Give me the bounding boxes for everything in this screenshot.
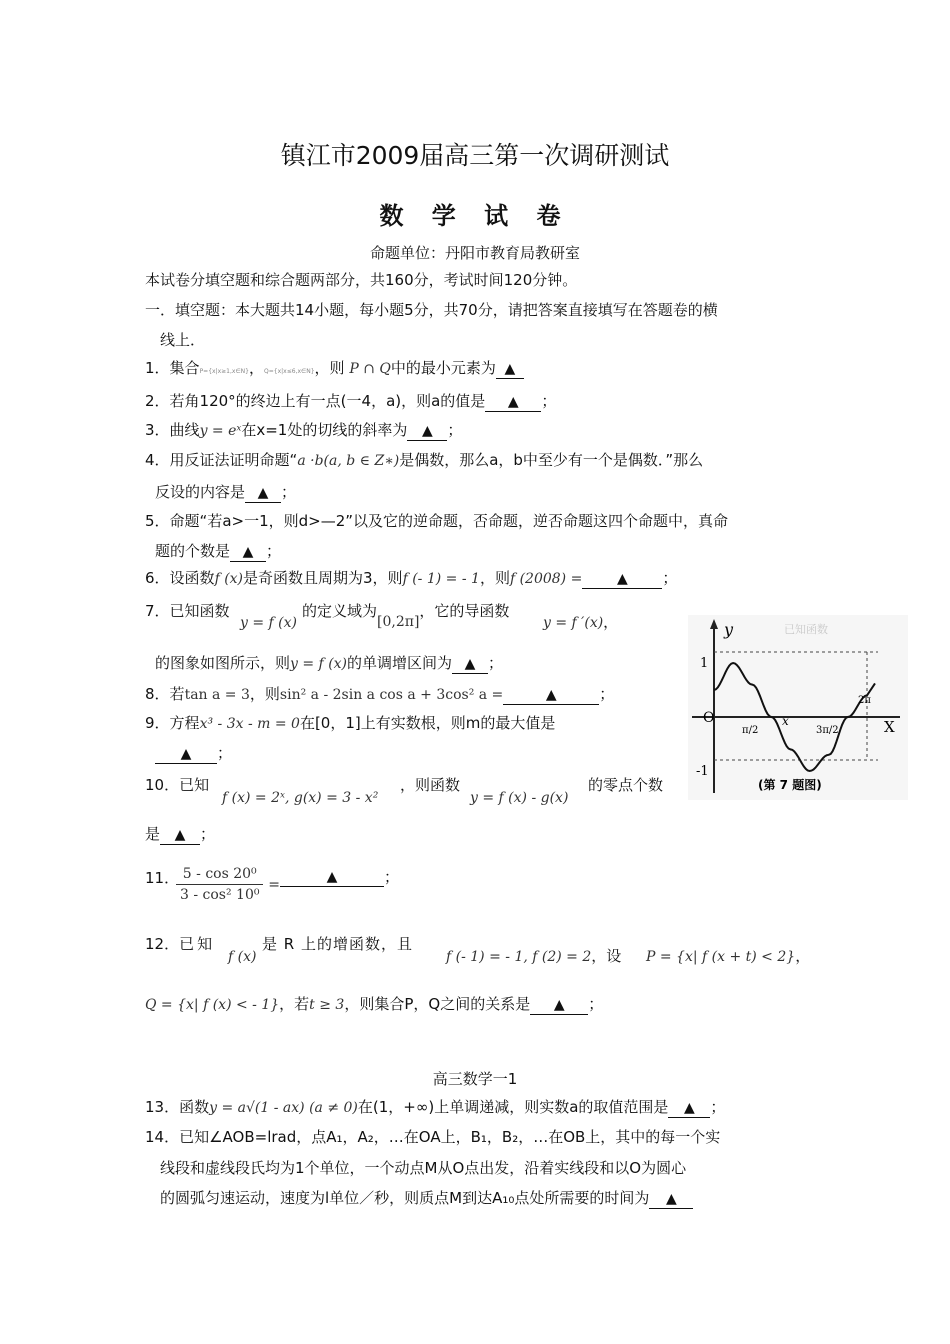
question-9-cont: ▲ ； bbox=[155, 743, 232, 764]
section-heading: 一．填空题：本大题共14小题，每小题5分，共70分，请把答案直接填写在答题卷的横 bbox=[145, 301, 718, 319]
tick-label-pi-half: π/2 bbox=[742, 725, 759, 736]
question-14-line2: 线段和虚线段氏均为1个单位，一个动点M从O点出发，沿着实线段和以O为圆心 bbox=[160, 1159, 687, 1177]
question-10-b: ，则函数 bbox=[400, 776, 461, 794]
intro-line: 本试卷分填空题和综合题两部分，共160分，考试时间120分钟。 bbox=[145, 271, 578, 289]
question-10: 10．已知 bbox=[145, 776, 210, 794]
x-axis-label: X bbox=[884, 718, 895, 736]
question-12-b: 是 R 上的增函数，且 bbox=[262, 935, 413, 953]
question-10-c: 的零点个数 bbox=[588, 776, 664, 794]
question-7-func: y = f (x) bbox=[240, 615, 297, 631]
question-11-fraction: $\frac{\text{5 - cos 20⁰}}{\text{3 - cos² 10⁰}}$ =▲ ； bbox=[176, 866, 399, 903]
answer-blank-3[interactable]: ▲ bbox=[407, 421, 447, 441]
figure-caption: (第 7 题图) bbox=[758, 778, 822, 792]
question-2: 2．若角120°的终边上有一点(一4，a)，则a的值是 ▲ ； bbox=[145, 392, 557, 410]
answer-blank-1[interactable]: ▲ bbox=[496, 359, 524, 379]
answer-blank-2[interactable]: ▲ bbox=[485, 392, 541, 412]
question-5-cont: 题的个数是 ▲ ； bbox=[155, 542, 282, 560]
figure-background bbox=[688, 615, 908, 800]
question-11: 11． bbox=[145, 869, 180, 887]
page-subtitle: 数 学 试 卷 bbox=[379, 202, 571, 230]
answer-blank-9[interactable]: ▲ bbox=[155, 744, 217, 764]
question-13: 13．函数y = a√(1 - ax) (a ≠ 0)在(1，+∞)上单调递减，则实数a的取值范围是 ▲ ； bbox=[145, 1098, 726, 1116]
author-line: 命题单位：丹阳市教育局教研室 bbox=[369, 244, 580, 262]
question-10-funcs: f (x) = 2ˣ, g(x) = 3 - x² bbox=[222, 790, 379, 806]
question-4: 4．用反证法证明命题“a ·b(a, b ∈ Z∗)是偶数，那么a，b中至少有一个是偶数．”那么 bbox=[145, 451, 704, 469]
question-12-f: f (x) bbox=[228, 949, 257, 965]
question-12: 12．已知 bbox=[145, 935, 216, 953]
question-5: 5．命题“若a>一1，则d>—2”以及它的逆命题，否命题，逆否命题这四个命题中，真命 bbox=[145, 512, 729, 530]
question-14-line3: 的圆弧匀速运动，速度为l单位／秒，则质点M到达A₁₀点处所需要的时间为 ▲ bbox=[160, 1188, 693, 1209]
answer-blank-14[interactable]: ▲ bbox=[649, 1189, 693, 1209]
question-7-domain: 的定义域为[0,2π]，它的导函数 bbox=[302, 602, 510, 630]
answer-blank-10[interactable]: ▲ bbox=[160, 825, 200, 845]
question-12-set-p: P = {x| f (x + t) < 2}， bbox=[646, 947, 811, 965]
page-footer: 高三数学一1 bbox=[432, 1070, 518, 1088]
question-7-derivative: y = f ′(x)， bbox=[543, 613, 619, 631]
question-3: 3．曲线y = eˣ在x=1处的切线的斜率为 ▲ ； bbox=[145, 421, 463, 439]
section-heading-cont: 线上． bbox=[160, 331, 206, 349]
answer-blank-5[interactable]: ▲ bbox=[230, 542, 266, 562]
tick-label-m1: -1 bbox=[696, 764, 709, 779]
set-p-expression: P={x|x≥1,x∈N} bbox=[199, 368, 249, 375]
y-axis-label: y bbox=[724, 620, 734, 639]
answer-blank-11[interactable]: ▲ bbox=[280, 867, 384, 887]
faded-figure-text: 已知函数 bbox=[784, 624, 828, 636]
tick-label-1: 1 bbox=[700, 656, 709, 671]
intersection-expression: P ∩ Q bbox=[349, 361, 391, 377]
question-10-cont: 是 ▲ ； bbox=[145, 825, 216, 843]
page-title: 镇江市2009届高三第一次调研测试 bbox=[280, 141, 670, 170]
origin-label: O bbox=[703, 710, 715, 726]
set-q-expression: Q={x|x≤6,x∈N} bbox=[264, 368, 315, 375]
answer-blank-12[interactable]: ▲ bbox=[530, 995, 588, 1015]
question-12-values: f (- 1) = - 1, f (2) = 2，设 bbox=[446, 947, 622, 965]
fraction: $\frac{\text{5 - cos 20⁰}}{\text{3 - cos² 10⁰}}$ bbox=[176, 866, 263, 903]
question-8: 8．若tan a = 3，则sin² a - 2sin a cos a + 3cos² a = ▲ ； bbox=[145, 685, 615, 703]
tick-label-three-pi-half: 3π/2 bbox=[816, 725, 839, 736]
answer-blank-13[interactable]: ▲ bbox=[668, 1098, 710, 1118]
tick-label-x: x bbox=[782, 714, 789, 728]
question-4-cont: 反设的内容是 ▲ ； bbox=[155, 483, 297, 501]
question-7: 7．已知函数 bbox=[145, 602, 230, 620]
answer-blank-8[interactable]: ▲ bbox=[503, 685, 599, 705]
question-9: 9．方程x³ - 3x - m = 0在[0，1]上有实数根，则m的最大值是 bbox=[145, 714, 556, 732]
derivative-graph-figure bbox=[688, 615, 908, 800]
question-10-diff: y = f (x) - g(x) bbox=[470, 790, 569, 806]
question-1: 1．集合P={x|x≥1,x∈N}，Q={x|x≤6,x∈N}，则 P ∩ Q中的最小元素为 ▲ bbox=[145, 358, 524, 382]
question-14: 14．已知∠AOB=lrad，点A₁，A₂，…在OA上，B₁，B₂，…在OB上，其中的每一个实 bbox=[145, 1128, 721, 1146]
question-6: 6．设函数f (x)是奇函数且周期为3，则f (- 1) = - 1，则f (2008) = ▲ ； bbox=[145, 569, 678, 587]
question-7-cont: 的图象如图所示，则y = f (x)的单调增区间为 ▲ ； bbox=[155, 654, 504, 672]
question-12-cont: Q = {x| f (x) < - 1}，若t ≥ 3，则集合P，Q之间的关系是 ▲ ； bbox=[145, 995, 604, 1013]
tick-label-two-pi: 2π bbox=[858, 695, 871, 706]
answer-blank-4[interactable]: ▲ bbox=[245, 483, 281, 503]
answer-blank-7[interactable]: ▲ bbox=[452, 654, 488, 674]
answer-blank-6[interactable]: ▲ bbox=[582, 569, 662, 589]
